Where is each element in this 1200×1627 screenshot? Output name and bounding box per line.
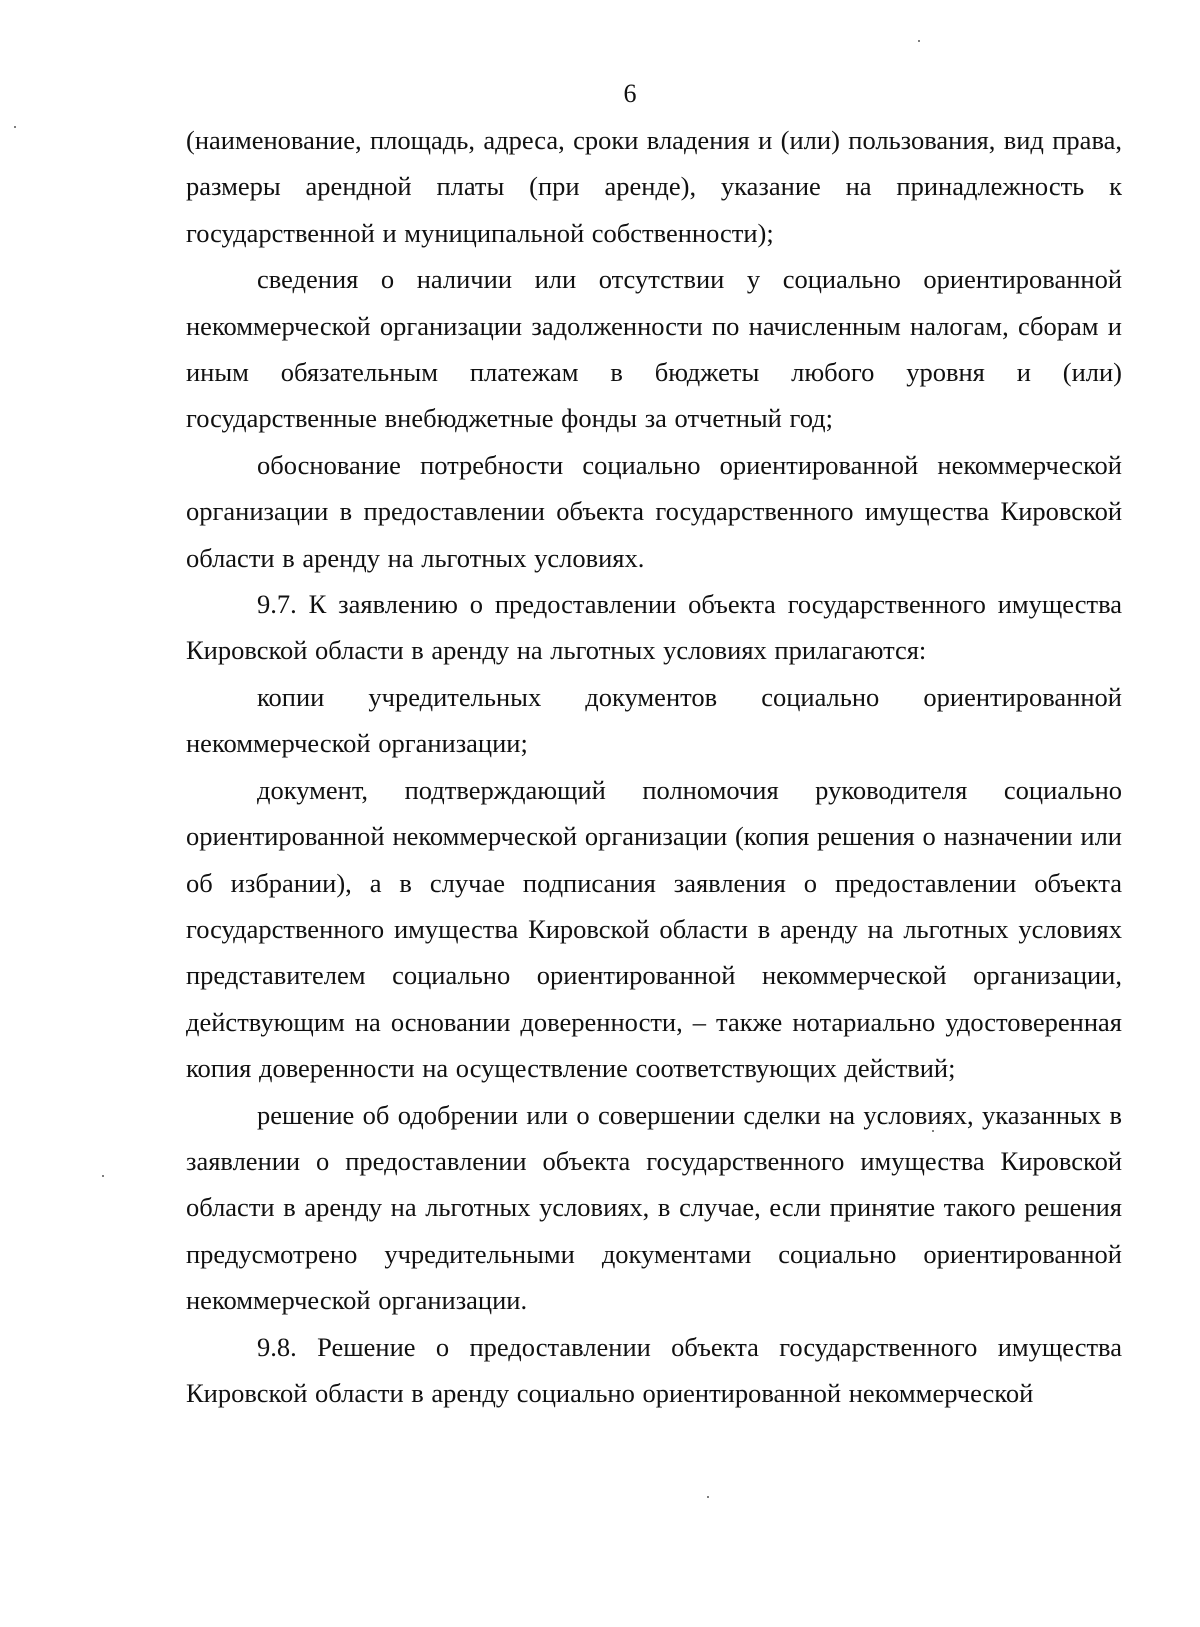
- scan-speck: [932, 1130, 934, 1132]
- scan-speck: [918, 40, 920, 42]
- paragraph-clause-9-7: 9.7. К заявлению о предоставлении объекта государственного имущества Кировской области в аренду на льготных условиях прилагаются:: [186, 589, 1122, 666]
- page-number: 6: [623, 79, 637, 108]
- paragraph-tax-debt-info: сведения о наличии или отсутствии у социально ориентированной некоммерческой организации задолженности по начисленным налогам, сборам и иным обязательным платежам в бюджеты любого уровня и (или) государственные внебюджетные фонды за отчетный год;: [186, 264, 1122, 434]
- scan-speck: [707, 1496, 709, 1498]
- document-body: [186, 117, 1122, 1416]
- scan-speck: [102, 1175, 104, 1177]
- paragraph-deal-approval: решение об одобрении или о совершении сделки на условиях, указанных в заявлении о предоставлении объекта государственного имущества Кировской области в аренду на льготных условиях, в случае, если принятие такого решения предусмотрено учредительными документами социально ориентированной некоммерческой организации.: [186, 1099, 1122, 1316]
- paragraph-property-details: (наименование, площадь, адреса, сроки владения и (или) пользования, вид права, размеры арендной платы (при аренде), указание на принадлежность к государственной и муниципальной собственности);: [186, 125, 1122, 248]
- paragraph-need-justification: обоснование потребности социально ориентированной некоммерческой организации в предоставлении объекта государственного имущества Кировской области в аренду на льготных условиях.: [186, 449, 1122, 573]
- paragraph-authority-document: документ, подтверждающий полномочия руководителя социально ориентированной некоммерческой организации (копия решения о назначении или об избрании), а в случае подписания заявления о предоставлении объекта государственного имущества Кировской области в аренду на льготных условиях представителем социально ориентированной некоммерческой организации, действующим на основании доверенности, – также нотариально удостоверенная копия доверенности на осуществление соответствующих действий;: [186, 774, 1122, 1084]
- paragraph-founding-documents: копии учредительных документов социально ориентированной некоммерческой организации;: [186, 681, 1122, 759]
- paragraph-clause-9-8: 9.8. Решение о предоставлении объекта государственного имущества Кировской области в аренду социально ориентированной некоммерческой: [186, 1331, 1122, 1408]
- scan-speck: [14, 126, 16, 128]
